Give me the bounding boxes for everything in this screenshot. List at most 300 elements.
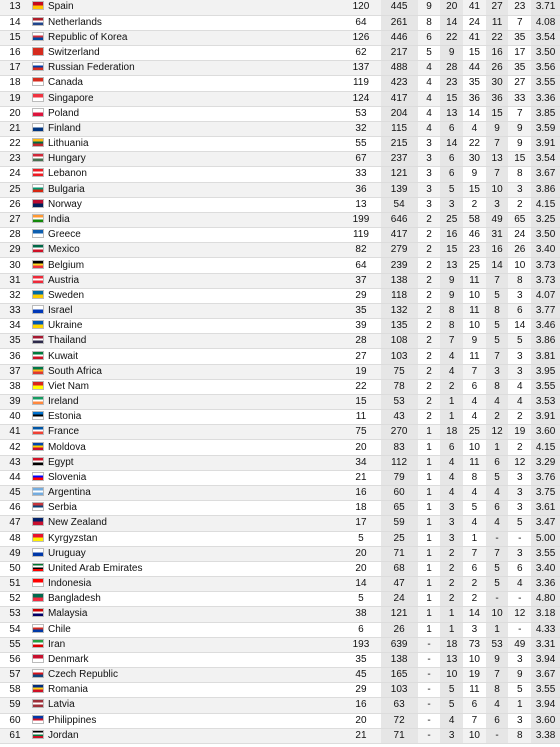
value-cell: 3.55 <box>531 546 560 561</box>
value-cell: 423 <box>381 76 418 91</box>
value-cell: 13 <box>486 152 509 167</box>
value-cell: 3 <box>508 470 531 485</box>
value-cell: 39 <box>341 319 380 334</box>
value-cell: 9 <box>440 273 463 288</box>
rank-cell: 16 <box>0 46 32 61</box>
ro-flag-icon <box>32 684 44 693</box>
ch-flag-icon <box>32 47 44 56</box>
table-row <box>0 486 560 501</box>
value-cell: 3.91 <box>531 137 560 152</box>
value-cell: 37 <box>341 273 380 288</box>
country-cell <box>32 379 341 394</box>
value-cell: - <box>418 637 441 652</box>
value-cell: 2 <box>508 197 531 212</box>
country-cell <box>32 76 341 91</box>
table-row <box>0 182 560 197</box>
value-cell: 33 <box>341 167 380 182</box>
country-cell <box>32 531 341 546</box>
country-cell <box>32 0 341 15</box>
value-cell: 1 <box>418 531 441 546</box>
uy-flag-icon <box>32 548 44 557</box>
country-cell <box>32 303 341 318</box>
ca-flag-icon <box>32 77 44 86</box>
value-cell: 217 <box>381 46 418 61</box>
country-cell <box>32 46 341 61</box>
country-name: Belgium <box>47 259 85 271</box>
rank-cell: 36 <box>0 349 32 364</box>
value-cell: 16 <box>440 228 463 243</box>
value-cell: 4 <box>418 61 441 76</box>
value-cell: 27 <box>508 76 531 91</box>
value-cell: 3.47 <box>531 516 560 531</box>
country-cell <box>32 683 341 698</box>
value-cell: 3 <box>418 167 441 182</box>
value-cell: - <box>508 622 531 637</box>
value-cell: 7 <box>508 106 531 121</box>
table-row <box>0 319 560 334</box>
value-cell: 5 <box>508 516 531 531</box>
value-cell: 3.50 <box>531 228 560 243</box>
country-name: New Zealand <box>47 517 107 529</box>
value-cell: 1 <box>486 440 509 455</box>
value-cell: 165 <box>381 668 418 683</box>
value-cell: 5.00 <box>531 531 560 546</box>
country-cell <box>32 91 341 106</box>
value-cell: 1 <box>418 561 441 576</box>
rank-cell: 33 <box>0 303 32 318</box>
value-cell: 119 <box>341 228 380 243</box>
value-cell: 2 <box>440 546 463 561</box>
value-cell: 132 <box>381 303 418 318</box>
value-cell: 3.53 <box>531 394 560 409</box>
value-cell: 3.31 <box>531 637 560 652</box>
country-name: Egypt <box>47 456 74 468</box>
rank-cell: 43 <box>0 455 32 470</box>
country-cell <box>32 470 341 485</box>
si-flag-icon <box>32 472 44 481</box>
value-cell: 17 <box>341 516 380 531</box>
value-cell: 5 <box>486 561 509 576</box>
be-flag-icon <box>32 260 44 269</box>
rank-cell: 20 <box>0 106 32 121</box>
value-cell: 72 <box>381 713 418 728</box>
value-cell: 3 <box>508 546 531 561</box>
table-row <box>0 652 560 667</box>
country-cell <box>32 698 341 713</box>
value-cell: 36 <box>486 91 509 106</box>
value-cell: 46 <box>463 228 486 243</box>
value-cell: 7 <box>486 668 509 683</box>
value-cell: 3.55 <box>531 379 560 394</box>
value-cell: 34 <box>341 455 380 470</box>
dk-flag-icon <box>32 654 44 663</box>
value-cell: 4 <box>418 121 441 136</box>
value-cell: 3.71 <box>531 0 560 15</box>
value-cell: 4.33 <box>531 622 560 637</box>
value-cell: 3.67 <box>531 167 560 182</box>
value-cell: 28 <box>341 334 380 349</box>
rank-cell: 22 <box>0 137 32 152</box>
table-row <box>0 440 560 455</box>
country-cell <box>32 561 341 576</box>
rank-cell: 60 <box>0 713 32 728</box>
value-cell: 121 <box>381 607 418 622</box>
value-cell: 18 <box>440 425 463 440</box>
country-name: Singapore <box>47 92 94 104</box>
value-cell: 20 <box>341 713 380 728</box>
country-cell <box>32 61 341 76</box>
value-cell: 4.07 <box>531 288 560 303</box>
country-name: India <box>47 213 70 225</box>
kr-flag-icon <box>32 32 44 41</box>
country-cell <box>32 243 341 258</box>
country-name: Ireland <box>47 396 79 408</box>
value-cell: 15 <box>508 152 531 167</box>
value-cell: - <box>418 683 441 698</box>
value-cell: 71 <box>381 728 418 743</box>
value-cell: 126 <box>341 30 380 45</box>
value-cell: 3.55 <box>531 76 560 91</box>
country-cell <box>32 106 341 121</box>
rank-cell: 35 <box>0 334 32 349</box>
value-cell: 19 <box>463 668 486 683</box>
value-cell: 35 <box>341 652 380 667</box>
value-cell: 138 <box>381 273 418 288</box>
country-name: Netherlands <box>47 16 102 28</box>
table-row <box>0 394 560 409</box>
value-cell: 14 <box>440 15 463 30</box>
table-row <box>0 258 560 273</box>
value-cell: 35 <box>463 76 486 91</box>
country-cell <box>32 167 341 182</box>
value-cell: 8 <box>486 303 509 318</box>
md-flag-icon <box>32 442 44 451</box>
value-cell: 4 <box>486 516 509 531</box>
nl-flag-icon <box>32 17 44 26</box>
value-cell: 22 <box>440 30 463 45</box>
rank-cell: 32 <box>0 288 32 303</box>
value-cell: 108 <box>381 334 418 349</box>
country-name: Canada <box>47 77 83 89</box>
value-cell: 4.15 <box>531 197 560 212</box>
value-cell: 5 <box>508 683 531 698</box>
value-cell: 103 <box>381 683 418 698</box>
value-cell: 193 <box>341 637 380 652</box>
rank-cell: 40 <box>0 410 32 425</box>
value-cell: 15 <box>463 182 486 197</box>
my-flag-icon <box>32 608 44 617</box>
value-cell: 62 <box>341 46 380 61</box>
table-row <box>0 531 560 546</box>
table-row <box>0 288 560 303</box>
country-cell <box>32 410 341 425</box>
value-cell: 5 <box>486 577 509 592</box>
country-cell <box>32 182 341 197</box>
value-cell: 3.73 <box>531 273 560 288</box>
country-name: Iran <box>47 638 66 650</box>
value-cell: 215 <box>381 137 418 152</box>
value-cell: 53 <box>381 394 418 409</box>
rank-cell: 38 <box>0 379 32 394</box>
value-cell: 279 <box>381 243 418 258</box>
value-cell: 10 <box>508 258 531 273</box>
gr-flag-icon <box>32 229 44 238</box>
value-cell: 63 <box>381 698 418 713</box>
value-cell: 24 <box>381 592 418 607</box>
value-cell: 4 <box>486 486 509 501</box>
table-row <box>0 546 560 561</box>
value-cell: 43 <box>381 410 418 425</box>
value-cell: 23 <box>463 243 486 258</box>
table-row <box>0 592 560 607</box>
value-cell: 22 <box>463 137 486 152</box>
value-cell: 26 <box>486 61 509 76</box>
value-cell: 1 <box>418 486 441 501</box>
value-cell: 5 <box>440 182 463 197</box>
es-flag-icon <box>32 1 44 10</box>
rank-cell: 46 <box>0 501 32 516</box>
country-name: Kuwait <box>47 350 78 362</box>
se-flag-icon <box>32 290 44 299</box>
value-cell: 4 <box>440 455 463 470</box>
value-cell: 65 <box>508 212 531 227</box>
value-cell: 2 <box>418 349 441 364</box>
value-cell: 120 <box>341 0 380 15</box>
value-cell: 124 <box>341 91 380 106</box>
table-row <box>0 637 560 652</box>
value-cell: 5 <box>508 334 531 349</box>
ae-flag-icon <box>32 563 44 572</box>
rank-cell: 41 <box>0 425 32 440</box>
value-cell: 15 <box>341 394 380 409</box>
value-cell: 3.86 <box>531 334 560 349</box>
country-cell <box>32 349 341 364</box>
value-cell: 16 <box>341 698 380 713</box>
rank-cell: 28 <box>0 228 32 243</box>
value-cell: 1 <box>418 440 441 455</box>
value-cell: 9 <box>440 46 463 61</box>
rank-cell: 52 <box>0 592 32 607</box>
value-cell: 3 <box>508 364 531 379</box>
value-cell: 5 <box>341 592 380 607</box>
ie-flag-icon <box>32 396 44 405</box>
country-cell <box>32 197 341 212</box>
rank-cell: 17 <box>0 61 32 76</box>
value-cell: 4 <box>440 713 463 728</box>
table-row <box>0 15 560 30</box>
table-row <box>0 228 560 243</box>
value-cell: 488 <box>381 61 418 76</box>
value-cell: - <box>418 713 441 728</box>
value-cell: 6 <box>508 561 531 576</box>
value-cell: 6 <box>440 152 463 167</box>
value-cell: 10 <box>440 668 463 683</box>
value-cell: - <box>418 652 441 667</box>
country-name: Jordan <box>47 729 79 741</box>
value-cell: 3.54 <box>531 152 560 167</box>
kg-flag-icon <box>32 533 44 542</box>
country-name: Greece <box>47 229 81 241</box>
value-cell: 5 <box>418 46 441 61</box>
rank-cell: 39 <box>0 394 32 409</box>
value-cell: 4.08 <box>531 15 560 30</box>
value-cell: 47 <box>381 577 418 592</box>
value-cell: 8 <box>486 683 509 698</box>
value-cell: 9 <box>463 334 486 349</box>
value-cell: 3.85 <box>531 106 560 121</box>
bd-flag-icon <box>32 593 44 602</box>
value-cell: 3.55 <box>531 683 560 698</box>
value-cell: 199 <box>341 212 380 227</box>
value-cell: 3.86 <box>531 182 560 197</box>
value-cell: 32 <box>341 121 380 136</box>
lt-flag-icon <box>32 138 44 147</box>
rank-cell: 56 <box>0 652 32 667</box>
ar-flag-icon <box>32 487 44 496</box>
country-cell <box>32 319 341 334</box>
value-cell: 23 <box>440 76 463 91</box>
value-cell: 21 <box>341 470 380 485</box>
value-cell: 10 <box>463 440 486 455</box>
country-cell <box>32 728 341 743</box>
value-cell: 2 <box>418 379 441 394</box>
value-cell: 8 <box>486 379 509 394</box>
value-cell: 54 <box>381 197 418 212</box>
rank-cell: 50 <box>0 561 32 576</box>
value-cell: 1 <box>463 531 486 546</box>
value-cell: 11 <box>486 15 509 30</box>
country-cell <box>32 288 341 303</box>
table-row <box>0 516 560 531</box>
table-row <box>0 622 560 637</box>
value-cell: 417 <box>381 228 418 243</box>
table-row <box>0 0 560 15</box>
country-cell <box>32 137 341 152</box>
value-cell: 15 <box>440 243 463 258</box>
value-cell: 8 <box>508 273 531 288</box>
country-name: Ukraine <box>47 320 83 332</box>
country-name: Israel <box>47 305 73 317</box>
value-cell: 261 <box>381 15 418 30</box>
value-cell: 3 <box>508 713 531 728</box>
value-cell: 3.46 <box>531 319 560 334</box>
country-name: Hungary <box>47 153 86 165</box>
value-cell: 10 <box>463 288 486 303</box>
value-cell: - <box>508 531 531 546</box>
value-cell: 41 <box>463 30 486 45</box>
value-cell: 4 <box>463 410 486 425</box>
value-cell: 4 <box>440 349 463 364</box>
value-cell: 1 <box>418 470 441 485</box>
value-cell: 10 <box>463 728 486 743</box>
value-cell: 239 <box>381 258 418 273</box>
value-cell: 53 <box>341 106 380 121</box>
table-row <box>0 501 560 516</box>
value-cell: 2 <box>463 592 486 607</box>
lb-flag-icon <box>32 168 44 177</box>
value-cell: 35 <box>341 303 380 318</box>
th-flag-icon <box>32 335 44 344</box>
value-cell: 82 <box>341 243 380 258</box>
table-row <box>0 334 560 349</box>
value-cell: 446 <box>381 30 418 45</box>
country-name: Viet Nam <box>47 380 89 392</box>
table-row <box>0 668 560 683</box>
value-cell: 28 <box>440 61 463 76</box>
value-cell: 112 <box>381 455 418 470</box>
value-cell: 22 <box>486 30 509 45</box>
value-cell: 53 <box>486 637 509 652</box>
country-name: Chile <box>47 623 71 635</box>
value-cell: 3 <box>508 486 531 501</box>
value-cell: 4 <box>418 106 441 121</box>
value-cell: 3 <box>440 197 463 212</box>
value-cell: 64 <box>341 258 380 273</box>
value-cell: 65 <box>381 501 418 516</box>
value-cell: 60 <box>381 486 418 501</box>
value-cell: 3.18 <box>531 607 560 622</box>
value-cell: 20 <box>341 440 380 455</box>
value-cell: 1 <box>440 394 463 409</box>
value-cell: 4 <box>440 364 463 379</box>
value-cell: 24 <box>508 228 531 243</box>
country-cell <box>32 622 341 637</box>
country-cell <box>32 652 341 667</box>
rank-cell: 53 <box>0 607 32 622</box>
value-cell: 20 <box>341 561 380 576</box>
value-cell: 2 <box>463 197 486 212</box>
value-cell: 1 <box>440 607 463 622</box>
value-cell: 646 <box>381 212 418 227</box>
value-cell: - <box>418 668 441 683</box>
value-cell: 3.94 <box>531 652 560 667</box>
value-cell: 4 <box>440 486 463 501</box>
value-cell: 8 <box>508 728 531 743</box>
value-cell: 6 <box>463 561 486 576</box>
value-cell: 13 <box>341 197 380 212</box>
value-cell: 7 <box>486 546 509 561</box>
value-cell: 9 <box>418 0 441 15</box>
value-cell: 49 <box>486 212 509 227</box>
value-cell: 29 <box>341 683 380 698</box>
value-cell: 2 <box>418 303 441 318</box>
value-cell: 20 <box>341 546 380 561</box>
value-cell: 138 <box>381 652 418 667</box>
value-cell: 3 <box>463 622 486 637</box>
value-cell: 5 <box>440 698 463 713</box>
value-cell: 1 <box>418 455 441 470</box>
value-cell: 14 <box>440 137 463 152</box>
value-cell: 2 <box>486 410 509 425</box>
value-cell: 16 <box>341 486 380 501</box>
value-cell: 119 <box>341 76 380 91</box>
value-cell: 36 <box>463 91 486 106</box>
table-row <box>0 76 560 91</box>
rank-cell: 55 <box>0 637 32 652</box>
rank-cell: 14 <box>0 15 32 30</box>
value-cell: 6 <box>341 622 380 637</box>
value-cell: 33 <box>508 91 531 106</box>
value-cell: 7 <box>486 273 509 288</box>
value-cell: 7 <box>486 167 509 182</box>
value-cell: 2 <box>418 258 441 273</box>
value-cell: 8 <box>440 319 463 334</box>
table-row <box>0 243 560 258</box>
value-cell: 25 <box>381 531 418 546</box>
za-flag-icon <box>32 366 44 375</box>
rank-cell: 47 <box>0 516 32 531</box>
value-cell: 5 <box>341 531 380 546</box>
